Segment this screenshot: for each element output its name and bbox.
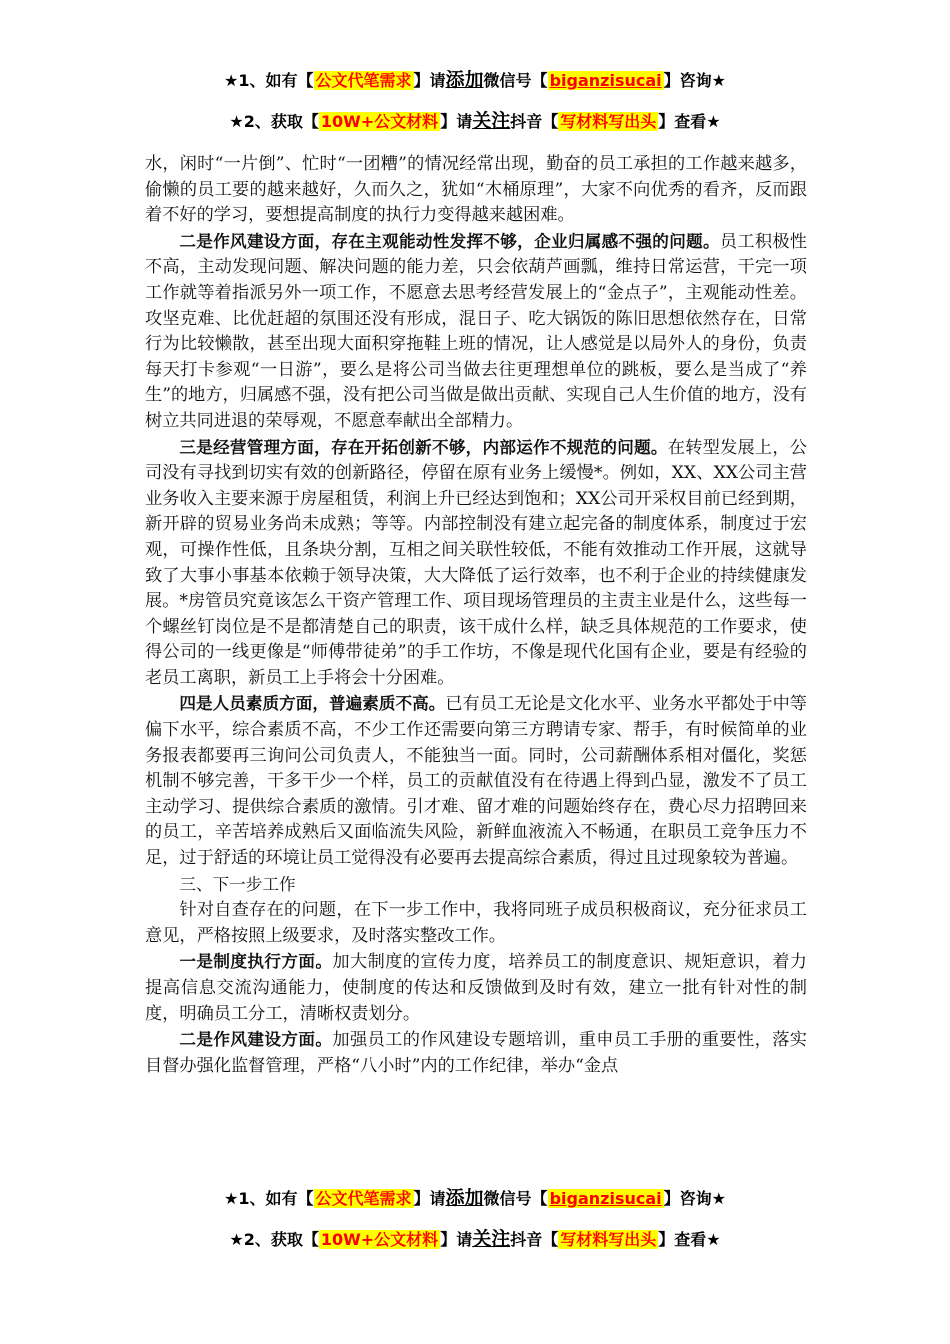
paragraph	[145, 229, 807, 435]
paragraph-text: 在转型发展上，公司没有寻找到切实有效的创新路径，停留在原有业务上缓慢*。例如，XX、XX公司主营业务收入主要来源于房屋租赁，利润上升已经达到饱和；XX公司开采权目前已经到期，新开辟的贸易业务尚未成熟；等等。内部控制没有建立起完备的制度体系，制度过于宏观，可操作性低，且条块分割，互相之间关联性较低，不能有效推动工作开展，这就导致了大事小事基本依赖于领导决策，大大降低了运行效率，也不利于企业的持续健康发展。*房管员究竟该怎么干资产管理工作、项目现场管理员的主责主业是什么，这些每一个螺丝钉岗位是不是都清楚自己的职责，该干成什么样，缺乏具体规范的工作要求，使得公司的一线更像是“师傅带徒弟”的手工作坊，不像是现代化国有企业，要是有经验的老员工离职，新员工上手将会十分困难。	[145, 437, 807, 688]
section-heading-text: 三、下一步工作	[179, 874, 296, 894]
paragraph-text: 员工积极性不高，主动发现问题、解决问题的能力差，只会依葫芦画瓢，维持日常运营，干完一项工作就等着指派另外一项工作，不愿意去思考经营发展上的“金点子”，主观能动性差。攻坚克难、比优赶超的氛围还没有形成，混日子、吃大锅饭的陈旧思想依然存在，日常行为比较懒散，甚至出现大面积穿拖鞋上班的情况，让人感觉是以局外人的身份，负责每天打卡参观“一日游”，要么是将公司当做去往更理想单位的跳板，要么是当成了“养生”的地方，归属感不强，没有把公司当做是做出贡献、实现自己人生价值的地方，没有树立共同进退的荣辱观，不愿意奉献出全部精力。	[145, 231, 807, 431]
banner-highlight: 公文代笔需求	[315, 1189, 412, 1208]
banner-emphasis: 添加	[445, 1187, 484, 1209]
banner-emphasis: 关注	[472, 110, 511, 132]
header-banner-1	[0, 68, 950, 93]
banner-highlight: 10W+公文材料	[320, 1230, 439, 1249]
banner-text: 】咨询★	[663, 1189, 726, 1208]
banner-text: 抖音【	[510, 112, 559, 131]
paragraph-heading: 一是制度执行方面。	[179, 952, 333, 972]
banner-text: 】请	[440, 1230, 473, 1249]
banner-text: 】请	[440, 112, 473, 131]
paragraph	[145, 435, 807, 692]
banner-highlight: biganzisucai	[549, 71, 662, 90]
banner-text: 微信号【	[483, 71, 548, 90]
header-banner-2	[0, 109, 950, 134]
banner-text: ★2、获取【	[229, 1230, 319, 1249]
paragraph-heading: 四是人员素质方面，普遍素质不高。	[179, 694, 446, 714]
footer-banner-1	[0, 1186, 950, 1211]
banner-text: ★1、如有【	[224, 71, 314, 90]
paragraph	[145, 691, 807, 871]
paragraph	[145, 1027, 807, 1079]
banner-emphasis: 关注	[472, 1228, 511, 1250]
paragraph-heading: 二是作风建设方面。	[179, 1030, 333, 1050]
banner-text: 】查看★	[658, 112, 721, 131]
paragraph-text: 已有员工无论是文化水平、业务水平都处于中等偏下水平，综合素质不高，不少工作还需要向第三方聘请专家、帮手，有时候简单的业务报表都要再三询问公司负责人，不能独当一面。同时，公司薪酬体系相对僵化，奖惩机制不够完善，干多干少一个样，员工的贡献值没有在待遇上得到凸显，激发不了员工主动学习、提供综合素质的激情。引才难、留才难的问题始终存在，费心尽力招聘回来的员工，辛苦培养成熟后又面临流失风险，新鲜血液流入不畅通，在职员工竞争压力不足，过于舒适的环境让员工觉得没有必要再去提高综合素质，得过且过现象较为普遍。	[145, 694, 807, 869]
paragraph-text: 加大制度的宣传力度，培养员工的制度意识、规矩意识，着力提高信息交流沟通能力，使制度的传达和反馈做到及时有效，建立一批有针对性的制度，明确员工分工，清晰权责划分。	[145, 952, 807, 1024]
paragraph	[145, 949, 807, 1027]
banner-highlight: 写材料写出头	[560, 112, 657, 131]
banner-text: 】咨询★	[663, 71, 726, 90]
section-heading	[145, 872, 807, 899]
banner-text: 微信号【	[483, 1189, 548, 1208]
banner-text: ★2、获取【	[229, 112, 319, 131]
paragraph: 水，闲时“一片倒”、忙时“一团糟”的情况经常出现，勤奋的员工承担的工作越来越多，偷懒的员工要的越来越好，久而久之，犹如“木桶原理”，大家不向优秀的看齐，反而跟着不好的学习，要想提高制度的执行力变得越来越困难。	[145, 154, 807, 226]
banner-text: 】查看★	[658, 1230, 721, 1249]
paragraph-heading: 三是经营管理方面，存在开拓创新不够，内部运作不规范的问题。	[179, 437, 668, 457]
banner-highlight: 写材料写出头	[560, 1230, 657, 1249]
banner-emphasis: 添加	[445, 69, 484, 91]
footer-banner-2	[0, 1227, 950, 1252]
banner-highlight: 10W+公文材料	[320, 112, 439, 131]
banner-highlight: 公文代笔需求	[315, 71, 412, 90]
paragraph-heading: 二是作风建设方面，存在主观能动性发挥不够，企业归属感不强的问题。	[179, 231, 720, 251]
paragraph: 针对自查存在的问题，在下一步工作中，我将同班子成员积极商议，充分征求员工意见，严格按照上级要求，及时落实整改工作。	[145, 900, 807, 946]
banner-text: 】请	[413, 71, 446, 90]
banner-text: ★1、如有【	[224, 1189, 314, 1208]
banner-text: 】请	[413, 1189, 446, 1208]
document-body	[145, 152, 807, 1079]
banner-highlight: biganzisucai	[549, 1189, 662, 1208]
paragraph-text: 加强员工的作风建设专题培训，重申员工手册的重要性，落实目督办强化监督管理，严格“八小时”内的工作纪律，举办“金点	[145, 1030, 807, 1076]
banner-text: 抖音【	[510, 1230, 559, 1249]
